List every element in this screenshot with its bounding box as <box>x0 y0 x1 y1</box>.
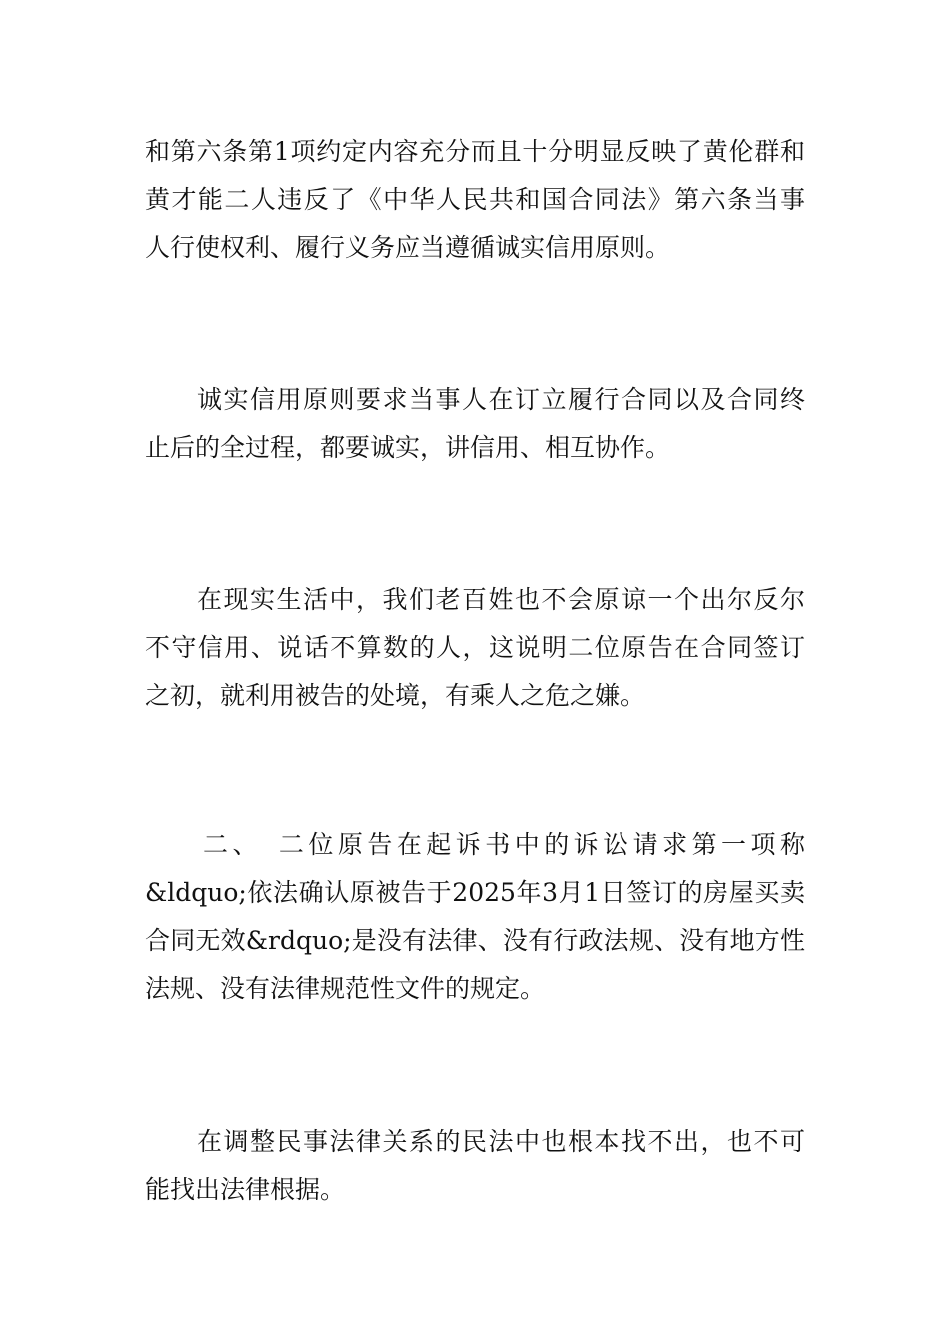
paragraph-line: 诚实信用原则要求当事人在订立履行合同以及合同终 <box>197 385 805 414</box>
paragraph-line: 在现实生活中，我们老百姓也不会原谅一个出尔反尔 <box>197 585 805 614</box>
paragraph-3 <box>145 576 805 720</box>
paragraph-line: 之初，就利用被告的处境，有乘人之危之嫌。 <box>145 681 646 710</box>
paragraph-line: 合同无效&rdquo;是没有法律、没有行政法规、没有地方性 <box>145 926 805 955</box>
paragraph-1 <box>145 128 805 272</box>
paragraph-line: 止后的全过程，都要诚实，讲信用、相互协作。 <box>145 433 671 462</box>
paragraph-5 <box>145 1118 805 1214</box>
paragraph-line: &ldquo;依法确认原被告于2025年3月1日签订的房屋买卖 <box>145 878 805 907</box>
paragraph-line: 黄才能二人违反了《中华人民共和国合同法》第六条当事 <box>145 185 805 214</box>
paragraph-2 <box>145 376 805 472</box>
paragraph-line: 在调整民事法律关系的民法中也根本找不出，也不可 <box>197 1127 805 1156</box>
paragraph-line: 人行使权利、履行义务应当遵循诚实信用原则。 <box>145 233 671 262</box>
paragraph-line: 不守信用、说话不算数的人，这说明二位原告在合同签订 <box>145 633 805 662</box>
paragraph-line: 和第六条第1项约定内容充分而且十分明显反映了黄伦群和 <box>145 137 805 166</box>
paragraph-4 <box>145 821 805 1013</box>
paragraph-line: 能找出法律根据。 <box>145 1175 346 1204</box>
paragraph-line: 法规、没有法律规范性文件的规定。 <box>145 974 546 1003</box>
paragraph-line: 二、 二位原告在起诉书中的诉讼请求第一项称 <box>203 830 805 859</box>
